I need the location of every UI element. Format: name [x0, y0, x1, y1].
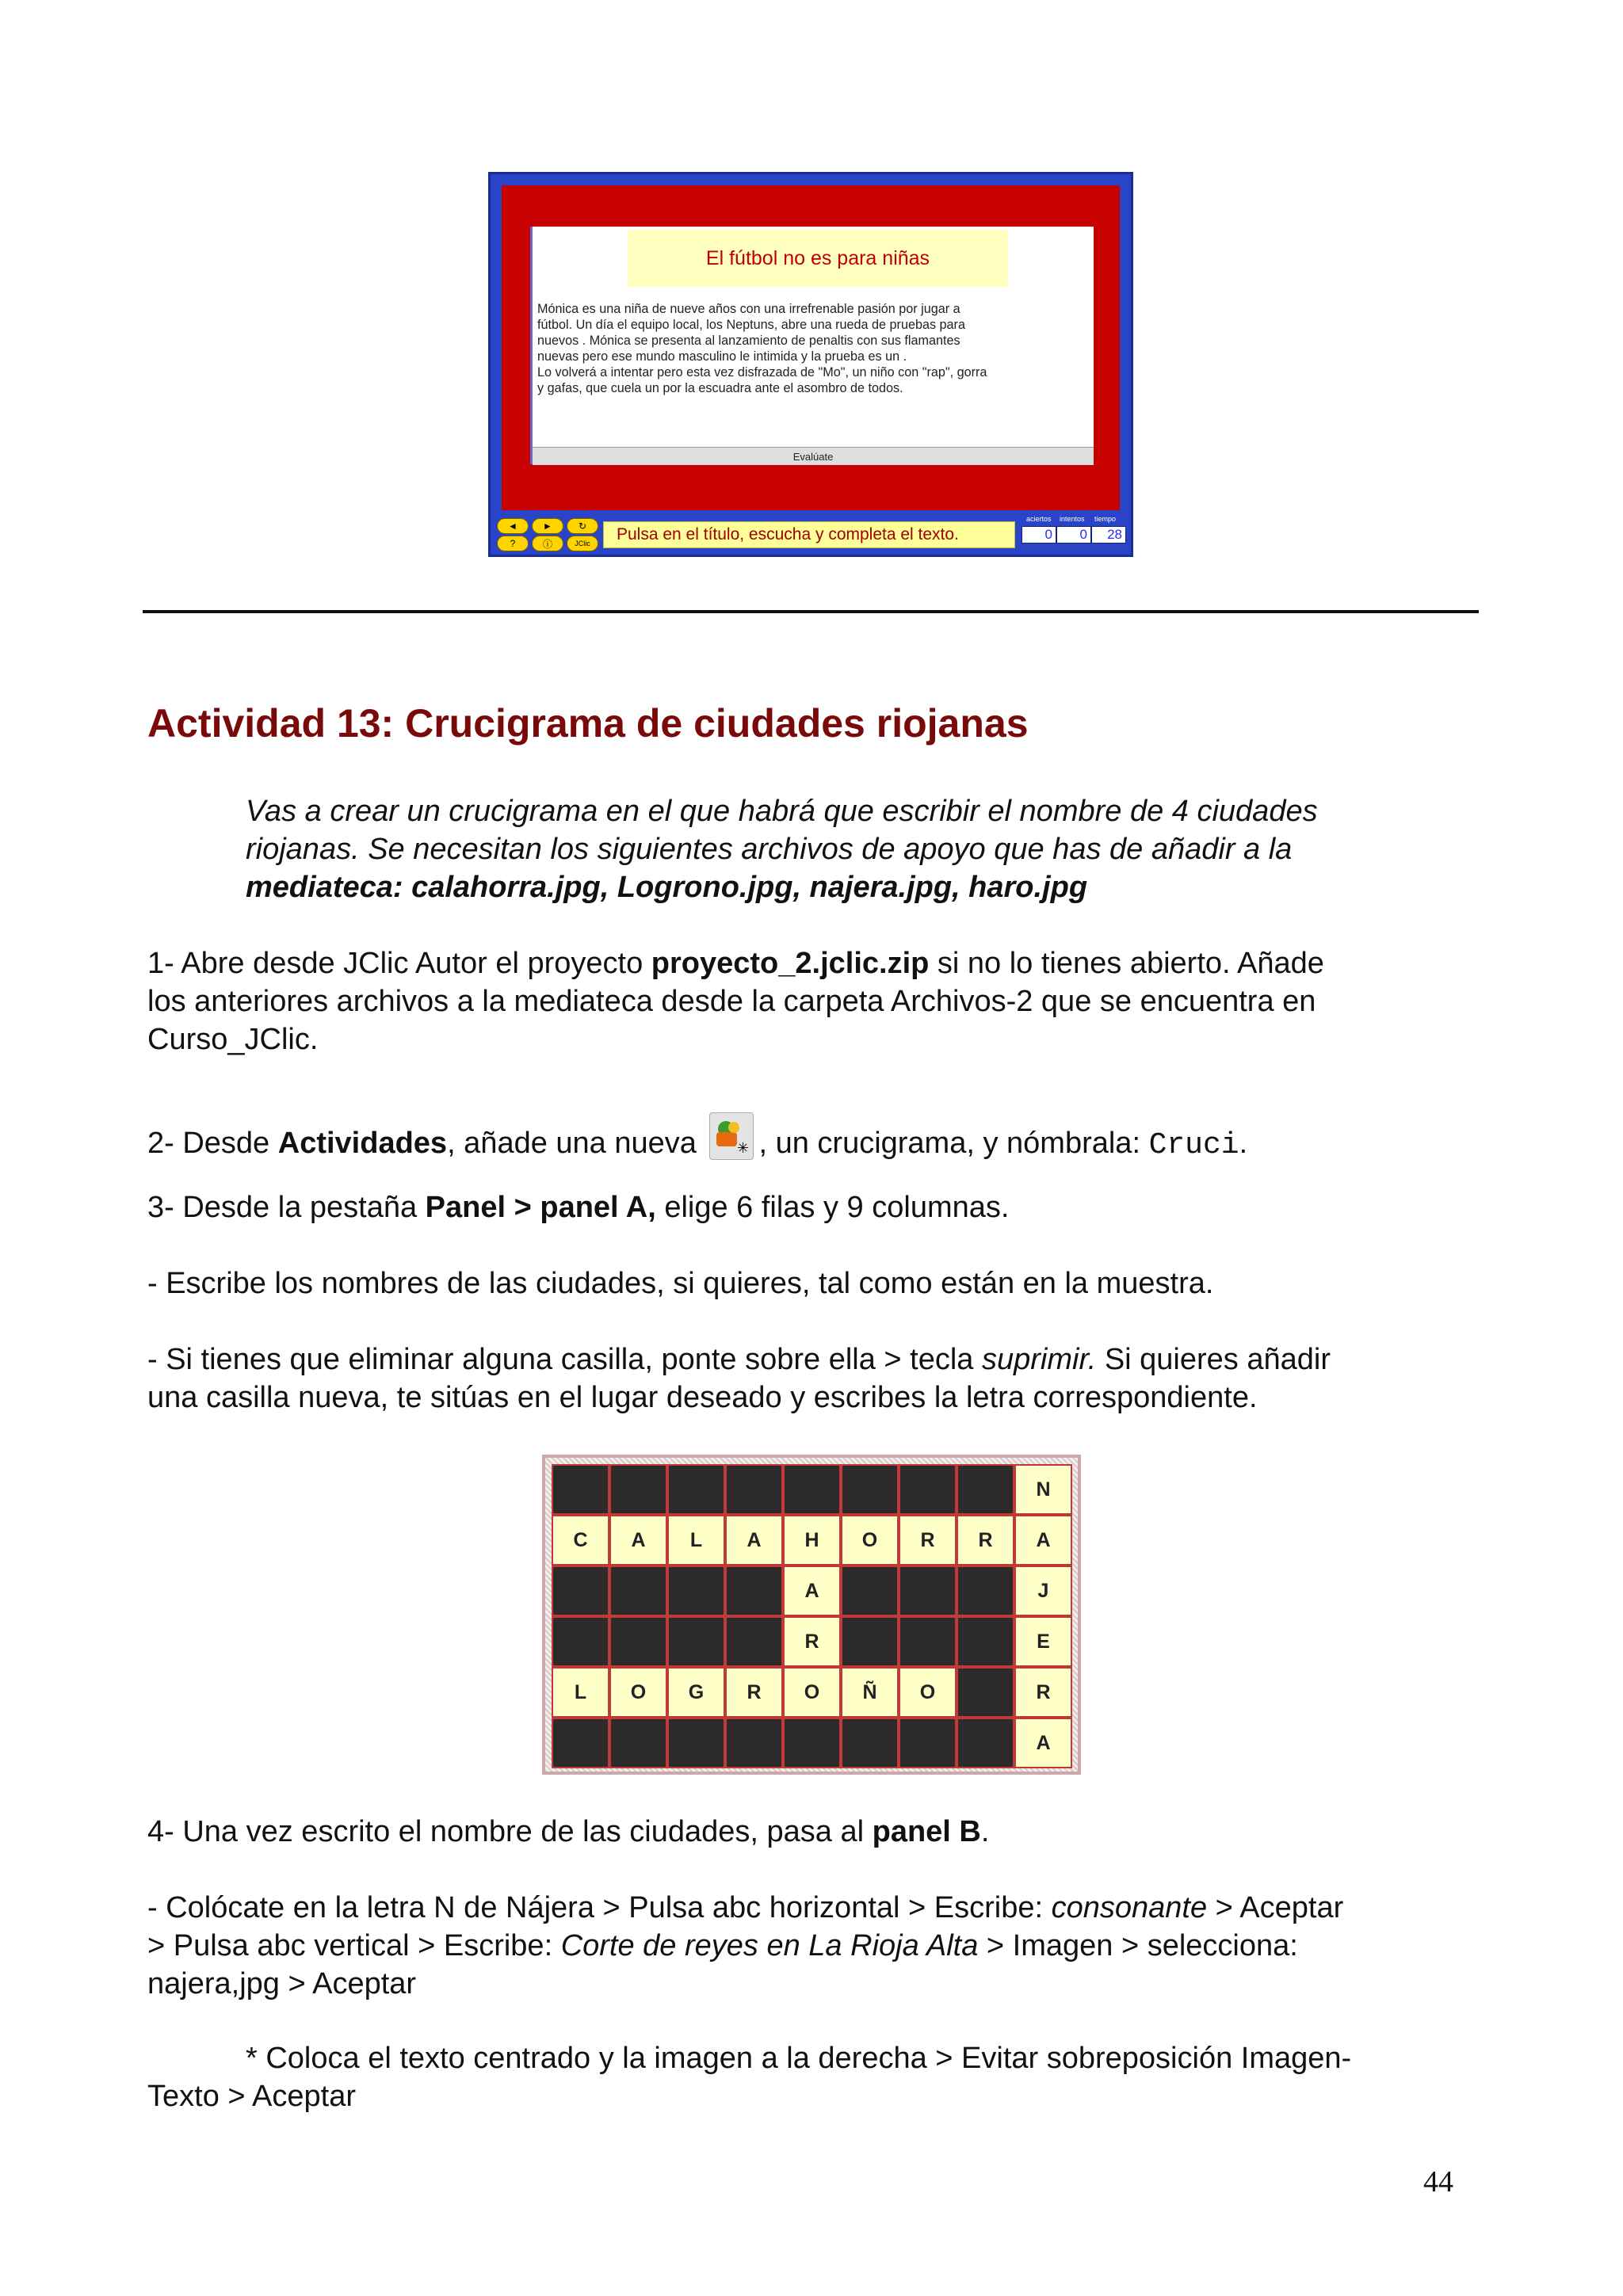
crossword-letter-cell: A	[1014, 1718, 1072, 1768]
intro-line: Vas a crear un crucigrama en el que habrá que escribir el nombre de 4 ciudades	[246, 795, 1318, 828]
step-3-paragraph	[147, 1188, 1477, 1226]
horizontal-rule	[143, 610, 1479, 613]
jclic-logo-button[interactable]: JClic	[567, 536, 598, 551]
counter-hits: 0	[1022, 526, 1056, 543]
crossword-letter-cell: R	[783, 1616, 841, 1667]
crossword-sample	[542, 1455, 1081, 1775]
note-place-line2: > Pulsa abc vertical > Escribe:	[147, 1929, 561, 1962]
jclic-text-line: y gafas, que cuela un por la escuadra ante el asombro de todos.	[537, 381, 903, 395]
note-delete-text-end: Si quieres añadir	[1096, 1343, 1331, 1376]
crossword-letter-cell: R	[725, 1667, 783, 1718]
jclic-toolbar	[491, 515, 1131, 555]
activity-name-code: Cruci	[1148, 1128, 1239, 1162]
help-button[interactable]: ?	[497, 536, 529, 551]
crossword-letter-cell: G	[667, 1667, 725, 1718]
jclic-text-line: nuevas pero ese mundo masculino le intimida y la prueba es un .	[537, 349, 907, 364]
jclic-title[interactable]: El fútbol no es para niñas	[628, 230, 1008, 287]
crossword-blank-cell	[667, 1464, 725, 1515]
jclic-text-line: fútbol. Un día el equipo local, los Neptuns, abre una rueda de pruebas para	[537, 318, 965, 332]
counter-label-tries: intentos	[1060, 515, 1085, 523]
note-center-line2: Texto > Aceptar	[147, 2080, 356, 2113]
step-1-line3: Curso_JClic.	[147, 1023, 319, 1056]
crossword-letter-cell: A	[1014, 1515, 1072, 1566]
crossword-letter-cell: O	[609, 1667, 667, 1718]
consonante-text: consonante	[1051, 1891, 1208, 1924]
intro-files-text: mediateca: calahorra.jpg, Logrono.jpg, najera.jpg, haro.jpg	[246, 871, 1088, 904]
crossword-letter-cell: R	[957, 1515, 1014, 1566]
crossword-blank-cell	[957, 1464, 1014, 1515]
step-4-text: 4- Una vez escrito el nombre de las ciudades, pasa al	[147, 1815, 873, 1848]
crossword-blank-cell	[552, 1464, 609, 1515]
note-center-line1: * Coloca el texto centrado y la imagen a la derecha > Evitar sobreposición Imagen-	[246, 2042, 1352, 2075]
corte-de-reyes-text: Corte de reyes en La Rioja Alta	[560, 1929, 979, 1962]
crossword-letter-cell: O	[783, 1667, 841, 1718]
crossword-blank-cell	[957, 1718, 1014, 1768]
crossword-blank-cell	[957, 1667, 1014, 1718]
crossword-blank-cell	[841, 1464, 899, 1515]
crossword-letter-cell: E	[1014, 1616, 1072, 1667]
crossword-blank-cell	[725, 1464, 783, 1515]
step-4-period: .	[980, 1815, 990, 1848]
crossword-letter-cell: L	[552, 1667, 609, 1718]
jclic-frame	[502, 185, 1120, 510]
step-1-text-end: si no lo tienes abierto. Añade	[929, 947, 1324, 980]
activity-heading: Actividad 13: Crucigrama de ciudades riojanas	[147, 701, 1029, 746]
note-place-text-end: > Aceptar	[1207, 1891, 1344, 1924]
jclic-activity-panel	[530, 227, 1094, 464]
panel-a-label: Panel > panel A,	[425, 1191, 656, 1224]
panel-b-label: panel B	[872, 1815, 981, 1848]
crossword-blank-cell	[667, 1566, 725, 1616]
activities-label: Actividades	[277, 1127, 448, 1160]
note-delete-text: - Si tienes que eliminar alguna casilla, ponte sobre ella > tecla	[147, 1343, 982, 1376]
step-2-text-mid: , añade una nueva	[447, 1127, 705, 1160]
crossword-blank-cell	[899, 1464, 957, 1515]
crossword-blank-cell	[899, 1616, 957, 1667]
crossword-letter-cell: A	[609, 1515, 667, 1566]
crossword-letter-cell: H	[783, 1515, 841, 1566]
step-2-period: .	[1239, 1127, 1248, 1160]
crossword-blank-cell	[667, 1616, 725, 1667]
note-write-text: - Escribe los nombres de las ciudades, si quieres, tal como están en la muestra.	[147, 1267, 1214, 1300]
crossword-blank-cell	[552, 1616, 609, 1667]
info-button[interactable]: ⓘ	[532, 536, 563, 551]
step-4-paragraph	[147, 1813, 1477, 1851]
crossword-blank-cell	[552, 1718, 609, 1768]
step-3-text-end: elige 6 filas y 9 columnas.	[655, 1191, 1010, 1224]
crossword-blank-cell	[725, 1616, 783, 1667]
step-2-text-post: , un crucigrama, y nómbrala:	[758, 1127, 1149, 1160]
note-delete-paragraph	[147, 1341, 1477, 1417]
reset-button[interactable]: ↻	[567, 518, 598, 534]
step-1-paragraph	[147, 944, 1477, 1058]
crossword-letter-cell: Ñ	[841, 1667, 899, 1718]
crossword-blank-cell	[609, 1616, 667, 1667]
note-place-paragraph	[147, 1889, 1477, 2003]
step-2-paragraph	[147, 1112, 1477, 1165]
jclic-screenshot	[488, 172, 1133, 557]
page-number: 44	[1423, 2165, 1453, 2199]
project-file-name: proyecto_2.jclic.zip	[651, 947, 930, 980]
note-place-line3: najera,jpg > Aceptar	[147, 1967, 417, 2000]
crossword-blank-cell	[609, 1566, 667, 1616]
step-3-text: 3- Desde la pestaña	[147, 1191, 426, 1224]
crossword-blank-cell	[841, 1718, 899, 1768]
crossword-blank-cell	[783, 1718, 841, 1768]
crossword-letter-cell: O	[899, 1667, 957, 1718]
crossword-blank-cell	[783, 1464, 841, 1515]
crossword-letter-cell: O	[841, 1515, 899, 1566]
new-activity-icon	[709, 1112, 754, 1160]
crossword-grid	[552, 1464, 1072, 1768]
crossword-blank-cell	[609, 1718, 667, 1768]
crossword-letter-cell: C	[552, 1515, 609, 1566]
prev-button[interactable]: ◄	[497, 518, 529, 534]
crossword-letter-cell: L	[667, 1515, 725, 1566]
crossword-blank-cell	[841, 1566, 899, 1616]
jclic-text	[537, 301, 1084, 396]
counter-label-time: tiempo	[1094, 515, 1117, 523]
next-button[interactable]: ►	[532, 518, 563, 534]
jclic-text-line: nuevos . Mónica se presenta al lanzamiento de penaltis con sus flamantes	[537, 334, 960, 348]
jclic-text-line: Mónica es una niña de nueve años con una irrefrenable pasión por jugar a	[537, 302, 960, 316]
crossword-blank-cell	[667, 1718, 725, 1768]
crossword-blank-cell	[725, 1718, 783, 1768]
crossword-blank-cell	[899, 1718, 957, 1768]
crossword-blank-cell	[552, 1566, 609, 1616]
counter-tries: 0	[1056, 526, 1091, 543]
crossword-blank-cell	[957, 1616, 1014, 1667]
counter-label-hits: aciertos	[1026, 515, 1052, 523]
crossword-blank-cell	[957, 1566, 1014, 1616]
note-write-paragraph	[147, 1264, 1477, 1302]
step-1-line2: los anteriores archivos a la mediateca desde la carpeta Archivos-2 que se encuentra en	[147, 985, 1316, 1018]
crossword-letter-cell: A	[783, 1566, 841, 1616]
evaluate-button[interactable]: Evalúate	[533, 447, 1094, 465]
intro-paragraph	[246, 792, 1477, 906]
crossword-letter-cell: J	[1014, 1566, 1072, 1616]
intro-files-line	[246, 868, 1477, 906]
note-place-text: - Colócate en la letra N de Nájera > Pulsa abc horizontal > Escribe:	[147, 1891, 1052, 1924]
suprimir-key: suprimir.	[982, 1343, 1097, 1376]
note-delete-line2: una casilla nueva, te sitúas en el lugar deseado y escribes la letra correspondiente.	[147, 1381, 1258, 1414]
crossword-blank-cell	[841, 1616, 899, 1667]
note-place-line2-end: > Imagen > selecciona:	[978, 1929, 1298, 1962]
crossword-blank-cell	[725, 1566, 783, 1616]
crossword-letter-cell: A	[725, 1515, 783, 1566]
note-center-paragraph	[147, 2039, 1477, 2115]
step-1-text: 1- Abre desde JClic Autor el proyecto	[147, 947, 651, 980]
crossword-letter-cell: R	[899, 1515, 957, 1566]
jclic-text-line: Lo volverá a intentar pero esta vez disfrazada de "Mo", un niño con "rap", gorra	[537, 365, 987, 379]
counter-time: 28	[1091, 526, 1126, 543]
crossword-blank-cell	[899, 1566, 957, 1616]
jclic-message-box: Pulsa en el título, escucha y completa el texto.	[603, 521, 1015, 548]
svg-text:✳: ✳	[737, 1140, 750, 1157]
step-2-text: 2- Desde	[147, 1127, 278, 1160]
crossword-letter-cell: N	[1014, 1464, 1072, 1515]
crossword-letter-cell: R	[1014, 1667, 1072, 1718]
crossword-blank-cell	[609, 1464, 667, 1515]
intro-line: riojanas. Se necesitan los siguientes archivos de apoyo que has de añadir a la	[246, 833, 1293, 866]
